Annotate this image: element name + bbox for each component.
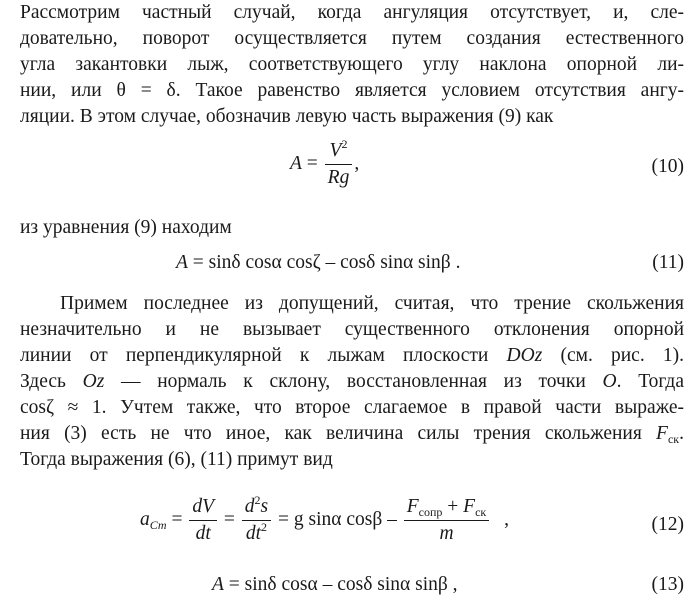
eq12-f2-exp: 2 — [254, 493, 261, 507]
p2l6-post: . — [679, 423, 684, 444]
eq12-tail: , — [504, 508, 509, 530]
eq12-f3-plus: + — [442, 496, 464, 517]
paragraph1-line5: ляции. В этом случае, обозначив левую часть выражения (9) как — [20, 106, 554, 127]
equation-13 — [212, 574, 458, 596]
p2l6-F: F — [656, 423, 668, 444]
paragraph1-line2: довательно, поворот осуществляется путем создания естественного — [20, 28, 684, 49]
eq13-number: (13) — [651, 574, 684, 595]
paragraph1-line3: угла закантовки лыж, соответствующего углу наклона опорной ли- — [20, 54, 684, 75]
eq12-f1-num: dV — [189, 494, 217, 521]
eq12-mid: = g sinα cosβ – — [277, 508, 397, 530]
eq12-f2-den-exp: 2 — [261, 520, 268, 534]
eq12-f1-den: dt — [195, 523, 211, 544]
p2l5-formula: cosζ ≈ 1 — [20, 397, 102, 418]
eq12-f3-F1: F — [406, 496, 419, 517]
eq12-a: a — [140, 508, 150, 530]
eq10-lhs: A — [290, 152, 302, 174]
p2l5-post: . Учтем также, что второе слагаемое в правой части выраже- — [101, 397, 684, 418]
paragraph2-line7: Тогда выражения (6), (11) примут вид — [20, 449, 333, 470]
p2l4-pre: Здесь — [20, 371, 83, 392]
paragraph2-line6 — [20, 421, 684, 446]
eq12-fraction-1 — [189, 494, 217, 547]
p2l3-pre: линии от перпендикулярной к лыжам плоскости — [20, 345, 507, 366]
eq13-rhs: = sinδ cosα – cosδ sinα sinβ , — [223, 574, 458, 595]
eq13-lhs: A — [212, 574, 224, 595]
eq10-equals: = — [306, 152, 318, 174]
p2l4-var2: O — [602, 371, 617, 392]
eq10-den: Rg — [327, 167, 350, 188]
p2l4-post: . Тогда — [616, 371, 684, 392]
paragraph1-line4: нии, или θ = δ. Такое равенство является условием отсутствия ангу- — [20, 80, 684, 101]
text-from-eq9: из уравнения (9) находим — [20, 217, 232, 238]
eq12-eq2: = — [223, 508, 235, 530]
paragraph2-line4 — [20, 369, 684, 394]
paragraph2-line1: Примем последнее из допущений, считая, что трение скольжения — [60, 293, 684, 314]
eq12-f3-sub1: сопр — [418, 505, 443, 519]
eq10-num-exp: 2 — [341, 137, 348, 151]
eq11-rhs: = sinδ cosα cosζ – cosδ sinα sinβ . — [187, 252, 461, 273]
eq10-tail: , — [354, 152, 360, 174]
eq12-fraction-2 — [242, 494, 271, 547]
paragraph2-line5 — [20, 395, 684, 420]
p2l4-var: Oz — [82, 371, 105, 392]
eq10-num-var: V — [329, 140, 342, 161]
eq12-f3-sub2: ск — [475, 505, 487, 519]
eq10-fraction — [325, 138, 353, 191]
paragraph2-line2: незначительно и не вызывает существенного отклонения опорной — [20, 319, 684, 340]
eq12-number: (12) — [651, 514, 684, 535]
equation-12 — [140, 494, 509, 547]
eq12-f2-s: s — [260, 496, 269, 517]
equation-11 — [176, 252, 460, 274]
p2l3-var: DOz — [506, 345, 543, 366]
p2l4-mid: — нормаль к склону, восстановленная из точки — [104, 371, 603, 392]
p2l3-post: (см. рис. 1). — [542, 345, 684, 366]
eq12-fraction-3 — [404, 494, 490, 547]
eq12-f3-F2: F — [463, 496, 476, 517]
eq12-f3-den: m — [439, 523, 454, 544]
eq12-f2-dt: dt — [245, 523, 262, 544]
eq11-number: (11) — [652, 252, 684, 273]
eq11-lhs: A — [176, 252, 188, 273]
eq12-eq1: = — [171, 508, 183, 530]
equation-10 — [290, 138, 359, 191]
eq12-a-sub: Ст — [149, 517, 167, 532]
p2l6-pre: ния (3) есть не что иное, как величина силы трения скольжения — [20, 423, 657, 444]
paragraph2-line3 — [20, 343, 684, 368]
p2l6-sub: ск — [667, 432, 680, 446]
paragraph1-line1: Рассмотрим частный случай, когда ангуляция отсутствует, и, сле- — [20, 2, 684, 23]
eq12-f2-d: d — [244, 496, 255, 517]
eq10-number: (10) — [651, 156, 684, 177]
